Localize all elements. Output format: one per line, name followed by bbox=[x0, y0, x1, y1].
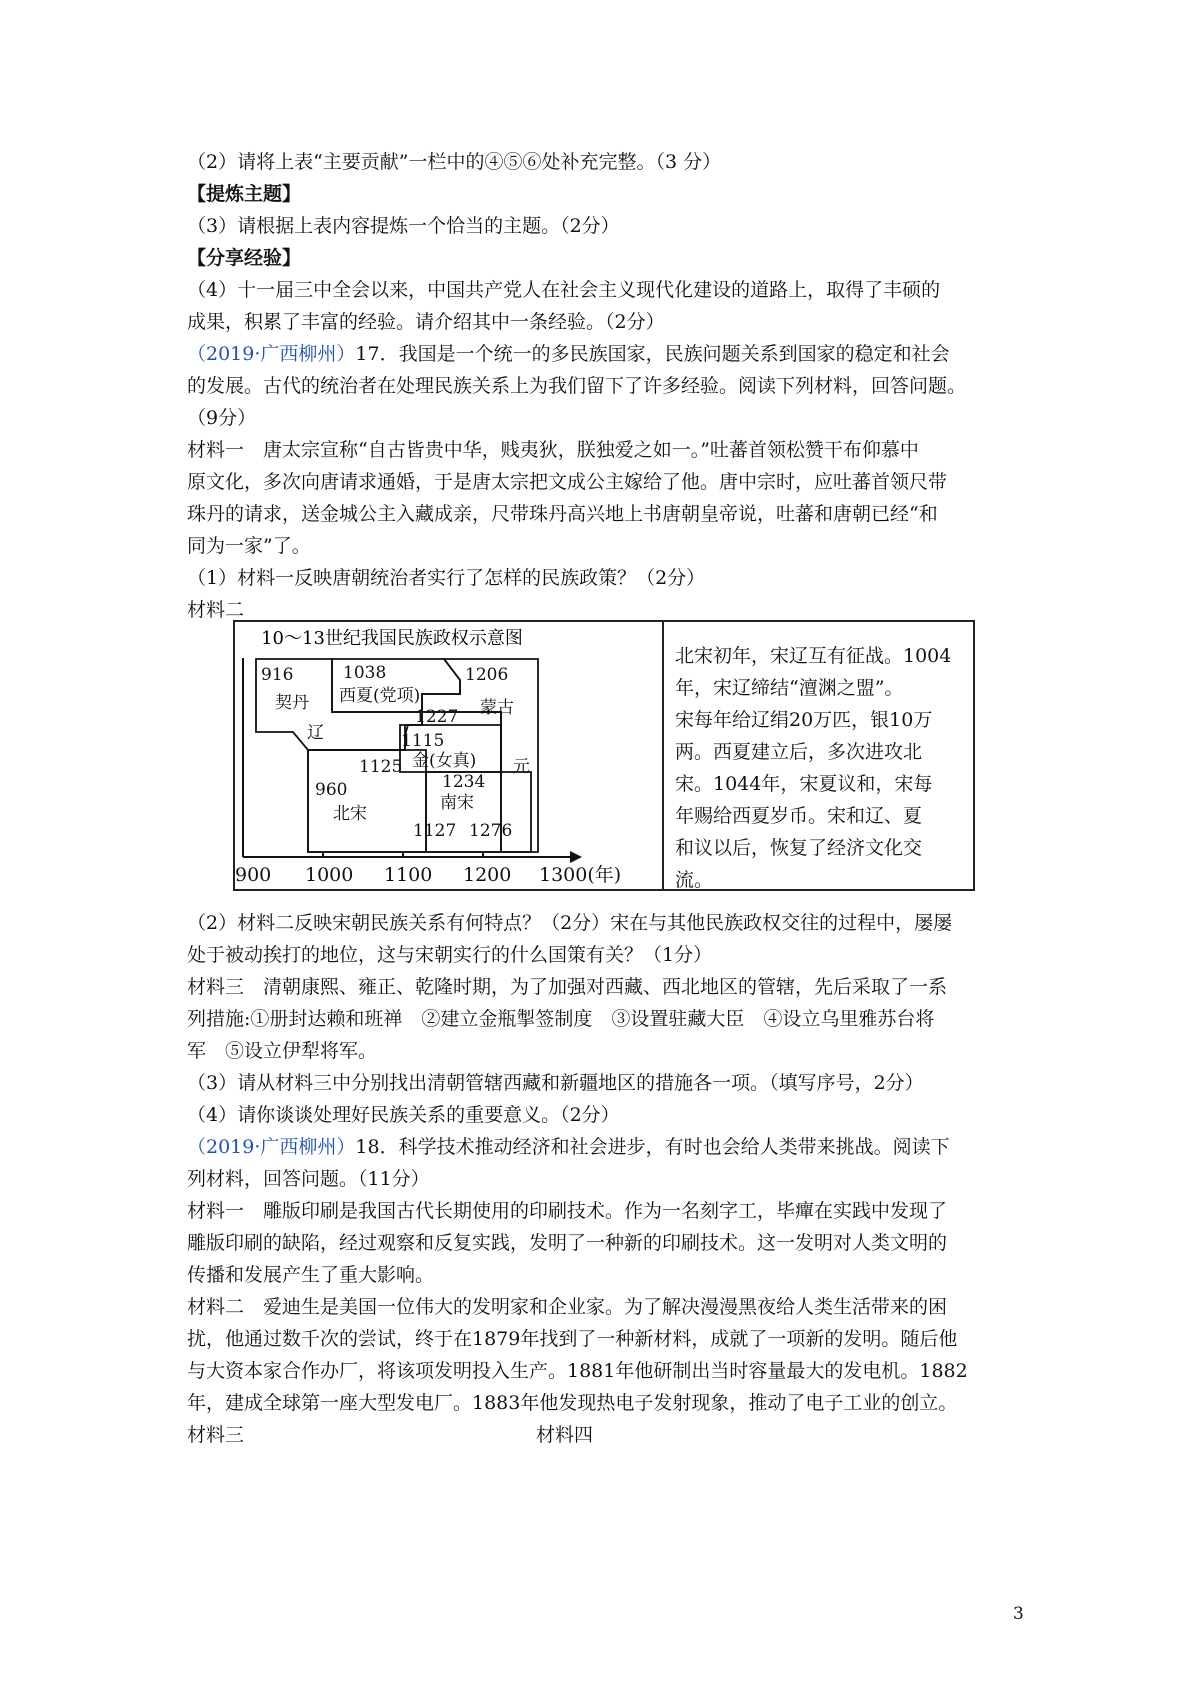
q18-material1-line2: 雕版印刷的缺陷，经过观察和反复实践，发明了一种新的印刷技术。这一发明对人类文明的 bbox=[187, 1232, 948, 1254]
xixia-end-year: 1227 bbox=[415, 707, 459, 727]
q18-material3-label: 材料三 bbox=[187, 1424, 245, 1446]
q18-material1-line1: 材料一 雕版印刷是我国古代长期使用的印刷技术。作为一名刻字工，毕癉在实践中发现了 bbox=[187, 1200, 948, 1222]
material2-text-line: 年，宋辽缔结“澶渊之盟”。 bbox=[675, 677, 904, 699]
q17-question1: （1）材料一反映唐朝统治者实行了怎样的民族政策？（2分） bbox=[187, 567, 706, 589]
northern-song-start-year: 960 bbox=[315, 780, 348, 800]
x-axis-arrow bbox=[570, 851, 582, 863]
material2-figure bbox=[233, 620, 975, 891]
q17-question3: （3）请从材料三中分别找出清朝管辖西藏和新疆地区的措施各一项。（填写序号，2分） bbox=[187, 1072, 924, 1094]
q17-source: （2019·广西柳州） bbox=[187, 343, 356, 365]
x-tick-label-1300: 1300(年) bbox=[539, 864, 622, 886]
q18-intro-line1: （2019·广西柳州）18．科学技术推动经济和社会进步，有时也会给人类带来挑战。阅读下 bbox=[187, 1136, 950, 1158]
q17-material1-line1: 材料一 唐太宗宣称“自古皆贵中华，贱夷狄，朕独爱之如一。”吐蕃首领松赞干布仰慕中 bbox=[187, 439, 919, 461]
x-tick-label-1000: 1000 bbox=[305, 864, 354, 886]
liao-name: 辽 bbox=[307, 723, 324, 743]
northern-song-name: 北宋 bbox=[333, 804, 367, 824]
mongol-name: 蒙古 bbox=[480, 698, 514, 718]
material2-text bbox=[675, 640, 965, 896]
diagram-title: 10～13世纪我国民族政权示意图 bbox=[261, 628, 523, 649]
q17-question4: （4）请你谈谈处理好民族关系的重要意义。（2分） bbox=[187, 1104, 620, 1126]
question-4-prompt-line1: （4）十一届三中全会以来，中国共产党人在社会主义现代化建设的道路上，取得了丰硕的 bbox=[187, 279, 941, 301]
q17-intro-line3: （9分） bbox=[187, 407, 257, 429]
q17-material2-label: 材料二 bbox=[187, 599, 245, 621]
q17-question2-line2: 处于被动挨打的地位，这与宋朝实行的什么国策有关？（1分） bbox=[187, 944, 713, 966]
x-tick-label-1200: 1200 bbox=[463, 864, 512, 886]
q18-material1-line3: 传播和发展产生了重大影响。 bbox=[187, 1264, 435, 1286]
section-heading-experience: 【分享经验】 bbox=[187, 247, 302, 269]
q17-material1-line3: 珠丹的请求，送金城公主入藏成亲，尺带珠丹高兴地上书唐朝皇帝说，吐蕃和唐朝已经“和 bbox=[187, 503, 938, 525]
material2-text-line: 宋每年给辽绢20万匹，银10万 bbox=[675, 709, 933, 731]
q18-material2-line4: 年，建成全球第一座大型发电厂。1883年他发现热电子发射现象，推动了电子工业的创立。 bbox=[187, 1392, 958, 1414]
xixia-name: 西夏(党项) bbox=[339, 686, 421, 706]
liao-end-year: 1125 bbox=[359, 757, 403, 777]
material2-text-line: 宋。1044年，宋夏议和，宋每 bbox=[675, 773, 933, 795]
q17-intro-line2: 的发展。古代的统治者在处理民族关系上为我们留下了许多经验。阅读下列材料，回答问题。 bbox=[187, 375, 967, 397]
q17-material3-line3: 军 ⑤设立伊犁将军。 bbox=[187, 1040, 378, 1062]
southern-song-end-year: 1276 bbox=[469, 821, 513, 841]
material2-text-line: 北宋初年，宋辽互有征战。1004 bbox=[675, 645, 952, 667]
mongol-start-year: 1206 bbox=[465, 665, 509, 685]
regime-timeline-diagram bbox=[235, 622, 662, 889]
q17-question2-line1: （2）材料二反映宋朝民族关系有何特点？（2分）宋在与其他民族政权交往的过程中，屡屡 bbox=[187, 912, 953, 934]
figure-divider bbox=[662, 622, 664, 889]
question-2-prompt: （2）请将上表“主要贡献”一栏中的④⑤⑥处补充完整。（3 分） bbox=[187, 151, 722, 173]
q18-material2-line3: 与大资本家合作办厂，将该项发明投入生产。1881年他研制出当时容量最大的发电机。1882 bbox=[187, 1360, 968, 1382]
q18-source: （2019·广西柳州） bbox=[187, 1136, 356, 1158]
regime-timeline-svg bbox=[235, 622, 662, 889]
question-3-prompt: （3）请根据上表内容提炼一个恰当的主题。（2分） bbox=[187, 215, 620, 237]
q18-material2-line1: 材料二 爱迪生是美国一位伟大的发明家和企业家。为了解决漫漫黑夜给人类生活带来的困 bbox=[187, 1296, 948, 1318]
q18-intro-line2: 列材料，回答问题。（11分） bbox=[187, 1168, 430, 1190]
liao-name-khitan: 契丹 bbox=[275, 693, 309, 713]
q17-material1-line4: 同为一家”了。 bbox=[187, 535, 311, 557]
jin-end-year: 1234 bbox=[442, 772, 486, 792]
q18-material4-label: 材料四 bbox=[536, 1424, 594, 1446]
material2-text-line: 年赐给西夏岁币。宋和辽、夏 bbox=[675, 805, 923, 827]
q17-material1-line2: 原文化，多次向唐请求通婚，于是唐太宗把文成公主嫁给了他。唐中宗时，应吐蕃首领尺带 bbox=[187, 471, 948, 493]
question-4-prompt-line2: 成果，积累了丰富的经验。请介绍其中一条经验。（2分） bbox=[187, 311, 665, 333]
southern-song-start-year: 1127 bbox=[413, 821, 457, 841]
x-tick-label-1100: 1100 bbox=[384, 864, 433, 886]
q17-material3-line2: 列措施:①册封达赖和班禅 ②建立金瓶掣签制度 ③设置驻藏大臣 ④设立乌里雅苏台将 bbox=[187, 1008, 935, 1030]
q17-intro-line1: （2019·广西柳州）17．我国是一个统一的多民族国家，民族问题关系到国家的稳定和社会 bbox=[187, 343, 950, 365]
yuan-name: 元 bbox=[513, 757, 530, 777]
x-tick-label-900: 900 bbox=[235, 864, 272, 886]
jin-name: 金(女真) bbox=[412, 751, 477, 771]
section-heading-theme: 【提炼主题】 bbox=[187, 183, 302, 205]
xixia-start-year: 1038 bbox=[343, 663, 387, 683]
q17-material3-line1: 材料三 清朝康熙、雍正、乾隆时期，为了加强对西藏、西北地区的管辖，先后采取了一系 bbox=[187, 976, 948, 998]
material2-text-line: 和议以后，恢复了经济文化交 bbox=[675, 837, 923, 859]
material2-text-line: 两。西夏建立后，多次进攻北 bbox=[675, 741, 923, 763]
q18-material2-line2: 扰，他通过数千次的尝试，终于在1879年找到了一种新材料，成就了一项新的发明。随后他 bbox=[187, 1328, 958, 1350]
jin-start-year: 1115 bbox=[401, 731, 445, 751]
material2-text-line: 流。 bbox=[675, 869, 714, 891]
page-number: 3 bbox=[1013, 1604, 1024, 1624]
liao-start-year: 916 bbox=[261, 665, 294, 685]
southern-song-name: 南宋 bbox=[440, 793, 474, 813]
